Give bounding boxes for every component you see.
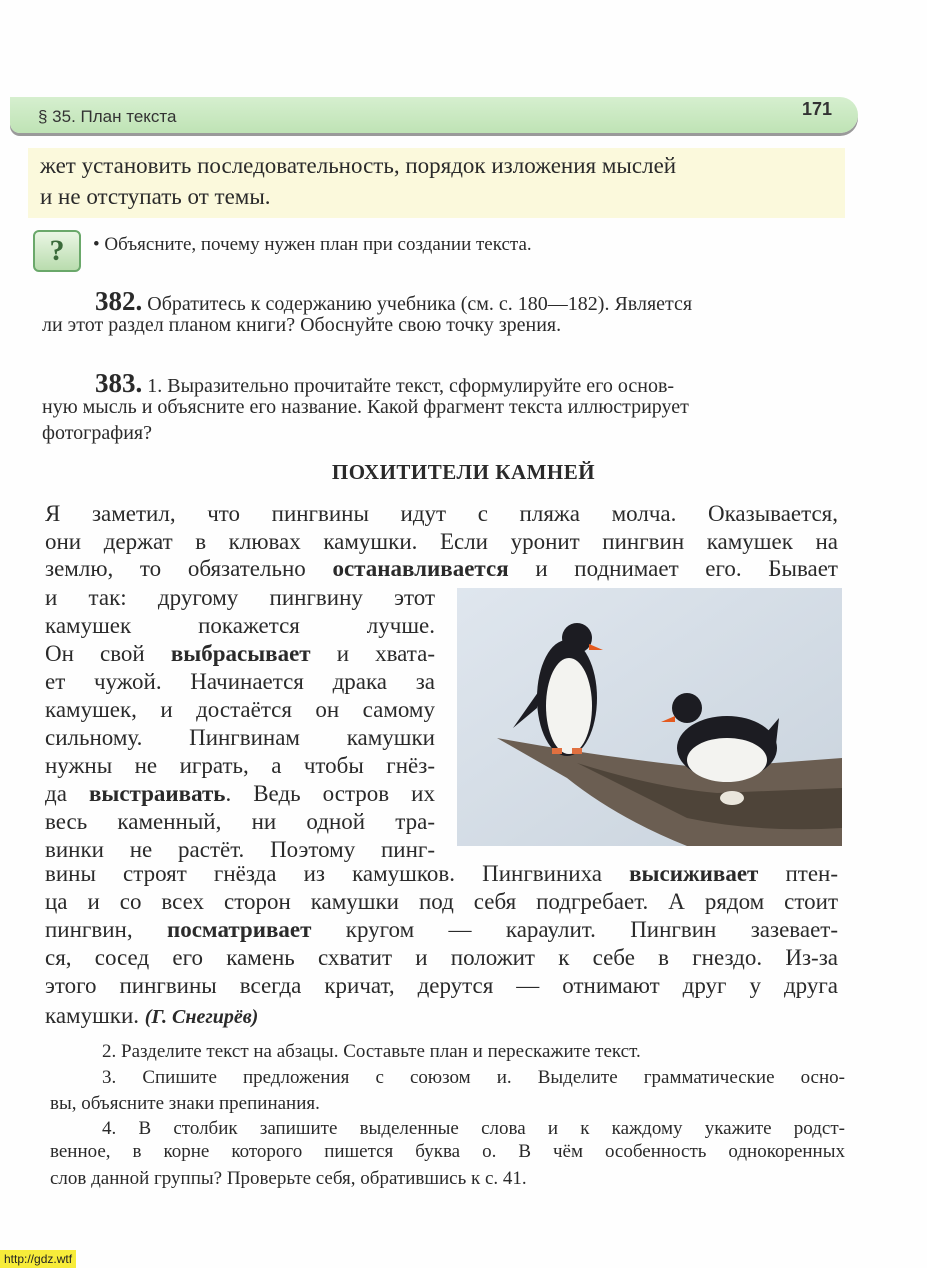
- text-segment: этого пингвины всегда кричат, дерутся — отнимают друг у друга: [45, 973, 838, 998]
- exercise-number: 382.: [95, 286, 143, 316]
- highlighted-word: останавливается: [332, 556, 509, 581]
- story-line: [45, 1003, 838, 1031]
- story-line: [45, 585, 435, 613]
- story-line: [45, 697, 435, 725]
- exercise-number: 383.: [95, 368, 143, 398]
- story-line: [45, 917, 838, 945]
- story-line: [45, 809, 435, 837]
- text-segment: птен-: [758, 861, 838, 886]
- story-line: [45, 725, 435, 753]
- task-line: вы, объясните знаки препинания.: [50, 1093, 320, 1114]
- text-segment: весь каменный, ни одной тра-: [45, 809, 435, 834]
- text-segment: винки не растёт. Поэтому пинг-: [45, 837, 435, 862]
- exercise-text: фотография?: [42, 422, 152, 444]
- text-segment: они держат в клювах камушки. Если уронит пингвин камушек на: [45, 529, 838, 554]
- text-segment: вины строят гнёзда из камушков. Пингвиниха: [45, 861, 630, 886]
- story-title: ПОХИТИТЕЛИ КАМНЕЙ: [331, 460, 596, 484]
- text-segment: кругом — караулит. Пингвин зазевает-: [311, 917, 838, 942]
- text-segment: камушек, и достаётся он самому: [45, 697, 435, 722]
- story-line: [45, 973, 838, 1001]
- text-segment: ет чужой. Начинается драка за: [45, 669, 435, 694]
- page-number: 171: [801, 99, 832, 119]
- text-segment: да: [45, 781, 89, 806]
- highlighted-word: выбрасывает: [170, 641, 311, 666]
- story-line: [45, 781, 435, 809]
- highlighted-word: выстраивать: [88, 781, 226, 806]
- highlighted-word: посматривает: [166, 917, 312, 942]
- text-segment: Я заметил, что пингвины идут с пляжа молча. Оказывается,: [45, 501, 838, 526]
- exercise-text: ную мысль и объясните его название. Какой фрагмент текста иллюстрирует: [42, 396, 689, 418]
- story-line: [45, 889, 838, 917]
- author-credit: (Г. Снегирёв): [144, 1006, 259, 1028]
- text-segment: камушек покажется лучше.: [45, 613, 435, 638]
- exercise-382: [95, 286, 692, 317]
- text-segment: землю, то обязательно: [45, 556, 333, 581]
- question-text: • Объясните, почему нужен план при создании текста.: [93, 234, 532, 255]
- story-line: [45, 613, 435, 641]
- exercise-text: Обратитесь к содержанию учебника (см. с. 180—182). Является: [147, 293, 693, 315]
- task-line: 3. Спишите предложения с союзом и. Выделите грамматические осно-: [102, 1067, 845, 1088]
- question-icon: ?: [33, 230, 81, 272]
- section-title: § 35. План текста: [38, 107, 177, 126]
- text-segment: пингвин,: [45, 917, 167, 942]
- text-segment: ца и со всех сторон камушки под себя подгребает. А рядом стоит: [45, 889, 838, 914]
- story-line: [45, 501, 838, 529]
- text-segment: ся, сосед его камень схватит и положит к себе в гнездо. Из-за: [45, 945, 838, 970]
- story-line: [45, 945, 838, 973]
- highlight-line: жет установить последовательность, порядок изложения мыслей: [40, 153, 677, 178]
- exercise-text: 1. Выразительно прочитайте текст, сформулируйте его основ-: [147, 375, 675, 397]
- story-line: [45, 753, 435, 781]
- exercise-383: [95, 368, 674, 399]
- text-segment: Он свой: [45, 641, 171, 666]
- highlight-line: и не отступать от темы.: [40, 184, 271, 209]
- section-header-bar: [10, 97, 858, 133]
- text-segment: . Ведь остров их: [225, 781, 435, 806]
- task-line: слов данной группы? Проверьте себя, обратившись к с. 41.: [50, 1168, 527, 1189]
- text-segment: и хвата-: [310, 641, 435, 666]
- text-segment: сильному. Пингвинам камушки: [45, 725, 435, 750]
- story-line: [45, 556, 838, 584]
- text-segment: и так: другому пингвину этот: [45, 585, 435, 610]
- highlighted-rule: [28, 148, 845, 218]
- penguins-photo: [457, 588, 842, 846]
- exercise-text: ли этот раздел планом книги? Обоснуйте свою точку зрения.: [42, 314, 562, 336]
- story-line: [45, 669, 435, 697]
- story-line: [45, 641, 435, 669]
- story-line: [45, 529, 838, 557]
- text-segment: и поднимает его. Бывает: [508, 556, 838, 581]
- task-line: 2. Разделите текст на абзацы. Составьте план и перескажите текст.: [102, 1041, 641, 1062]
- task-line: венное, в корне которого пишется буква о. В чём особенность однокоренных: [50, 1141, 845, 1162]
- footer-url: http://gdz.wtf: [0, 1250, 76, 1268]
- task-line: 4. В столбик запишите выделенные слова и к каждому укажите родст-: [102, 1118, 845, 1139]
- text-segment: нужны не играть, а чтобы гнёз-: [45, 753, 435, 778]
- highlighted-word: высиживает: [629, 861, 759, 886]
- story-line: [45, 861, 838, 889]
- text-segment: камушки.: [45, 1003, 145, 1028]
